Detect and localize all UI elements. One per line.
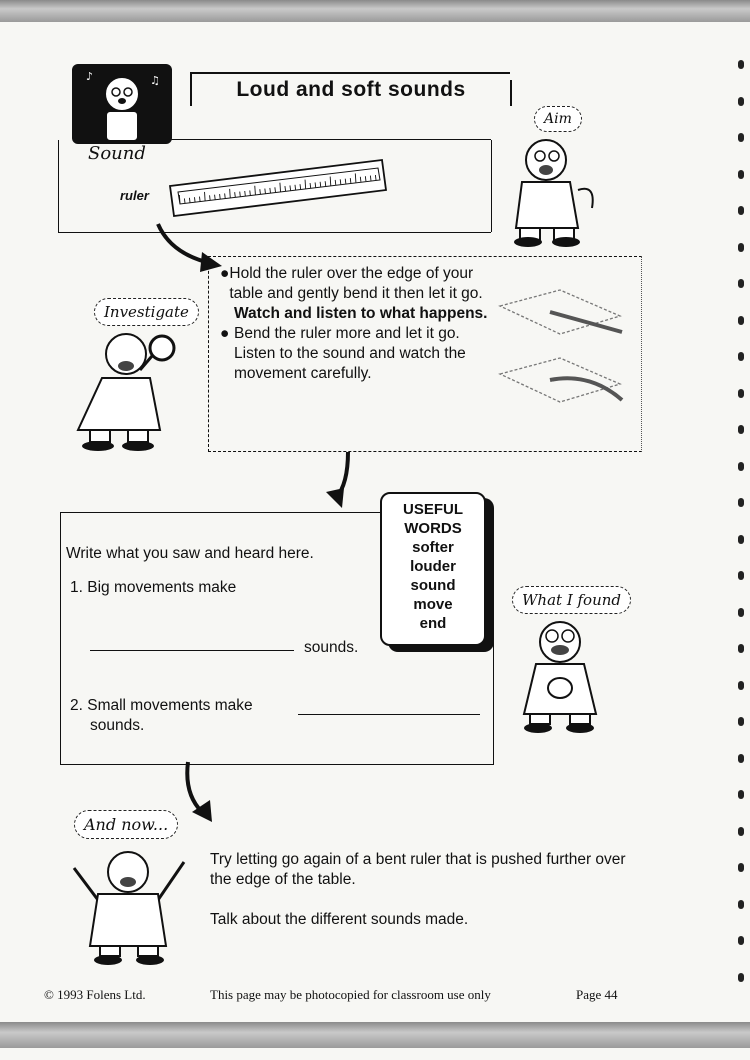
svg-text:♫: ♫ [150,74,160,87]
ruler-tick [290,185,291,190]
ruler-tick [255,186,256,195]
page-title: Loud and soft sounds [190,72,510,106]
useful-words-heading: USEFUL [403,501,463,518]
binding-hole [738,936,744,945]
ruler-tick [235,192,236,197]
question-1-end: sounds. [304,639,359,656]
binding-hole [738,863,744,872]
ruler-tick [245,191,246,196]
photocopy-notice: This page may be photocopied for classroom use only [210,987,491,1002]
binding-hole [738,170,744,179]
useful-word: softer [412,539,454,556]
ruler-tick [320,182,321,187]
binding-hole [738,973,744,982]
binding-hole [738,790,744,799]
binding-hole [738,389,744,398]
instruction-step-2: ● Bend the ruler more and let it go. [220,325,460,342]
binding-hole [738,133,744,142]
ruler-tick [275,187,276,192]
binding-hole [738,498,744,507]
ruler-tick [280,183,281,192]
ruler-tick [375,175,376,180]
binding-hole [738,352,744,361]
binding-holes [732,40,744,1000]
ruler-tick [350,178,351,183]
ruler-tick [265,189,266,194]
binding-hole [738,827,744,836]
ruler-tick [335,180,336,185]
and-now-scientist-icon [54,838,204,970]
ruler-tick [225,193,226,198]
instruction-step-1: ● Hold the ruler over the edge of your table and gently bend it then let it go. [220,265,483,302]
scientist-logo-icon [72,64,172,144]
ruler-tick [325,181,326,186]
investigate-bubble: Investigate [94,298,199,326]
instruction-step-2-follow: Listen to the sound and watch the movement carefully. [234,345,466,382]
ruler-tick [340,179,341,184]
question-2-end: sounds. [90,717,145,734]
instruction-list [220,264,495,384]
answer-line-2[interactable] [298,700,480,715]
question-1: 1. Big movements make [70,579,237,596]
useful-words-heading-2: WORDS [404,520,462,537]
binding-hole [738,681,744,690]
ruler-tick [260,189,261,194]
binding-hole [738,535,744,544]
ruler-tick [305,180,306,189]
ruler-tick [240,192,241,197]
extension-discussion: Talk about the different sounds made. [210,911,469,928]
useful-word: move [413,596,453,613]
extension-instruction: Try letting go again of a bent ruler that is pushed further over the edge of the table. [210,851,626,888]
ruler-tick [295,185,296,190]
ruler-tick [270,188,271,193]
binding-hole [738,462,744,471]
ruler-tick [345,179,346,184]
page-number: Page 44 [576,987,618,1002]
ruler-tick [194,197,195,202]
ruler-tick [300,184,301,189]
found-scientist-icon [506,614,616,736]
ruler-tick [330,177,331,186]
ruler-tick [205,192,206,201]
bullet-icon: ● [220,265,230,282]
useful-word: end [419,615,447,632]
ruler-tick [220,194,221,199]
ruler-tick [285,186,286,191]
binding-hole [738,900,744,909]
and-now-bubble: And now... [74,810,178,839]
binding-hole [738,206,744,215]
ruler-illustration [168,158,390,218]
ruler-tick [184,198,185,203]
binding-hole [738,754,744,763]
ruler-tick [189,198,190,203]
binding-hole [738,425,744,434]
binding-hole [738,717,744,726]
binding-hole [738,60,744,69]
ruler-tick [355,173,356,182]
what-i-found-bubble: What I found [512,586,631,614]
binding-hole [738,316,744,325]
logo-word: Sound [88,143,146,164]
ruler-tick [250,190,251,195]
sound-logo [72,64,172,144]
binding-hole [738,279,744,288]
ruler-tick [210,195,211,200]
investigate-scientist-icon [70,326,190,456]
binding-hole [738,644,744,653]
binding-hole [738,243,744,252]
ruler-label: ruler [120,188,149,203]
question-2: 2. Small movements make [70,697,253,714]
binding-hole [738,97,744,106]
ruler-tick [370,176,371,181]
useful-word: sound [410,577,456,594]
answer-line-1[interactable] [90,636,294,651]
arrow-down-right-icon [176,760,224,828]
bullet-icon: ● [220,325,230,342]
ruler-tick [230,189,231,198]
svg-text:♪: ♪ [86,70,94,83]
ruler-tick [200,197,201,202]
binding-hole [738,608,744,617]
scan-edge-top [0,0,750,22]
ruler-tick [365,176,366,181]
scan-edge-bottom [0,1022,750,1048]
instruction-step-1-emphasis: Watch and listen to what happens. [234,305,488,322]
copyright: © 1993 Folens Ltd. [44,987,146,1002]
binding-hole [738,571,744,580]
useful-words-card [380,492,486,646]
aim-scientist-icon [498,132,608,248]
ruler-tick [179,195,180,204]
ruler-tick [310,183,311,188]
table-ruler-sketch [490,276,630,416]
arrow-down-icon [320,450,360,514]
ruler-tick [360,177,361,182]
record-prompt: Write what you saw and heard here. [66,545,314,562]
ruler-tick [315,182,316,187]
ruler-tick [215,195,216,200]
aim-bubble: Aim [534,106,582,132]
useful-word: louder [410,558,456,575]
